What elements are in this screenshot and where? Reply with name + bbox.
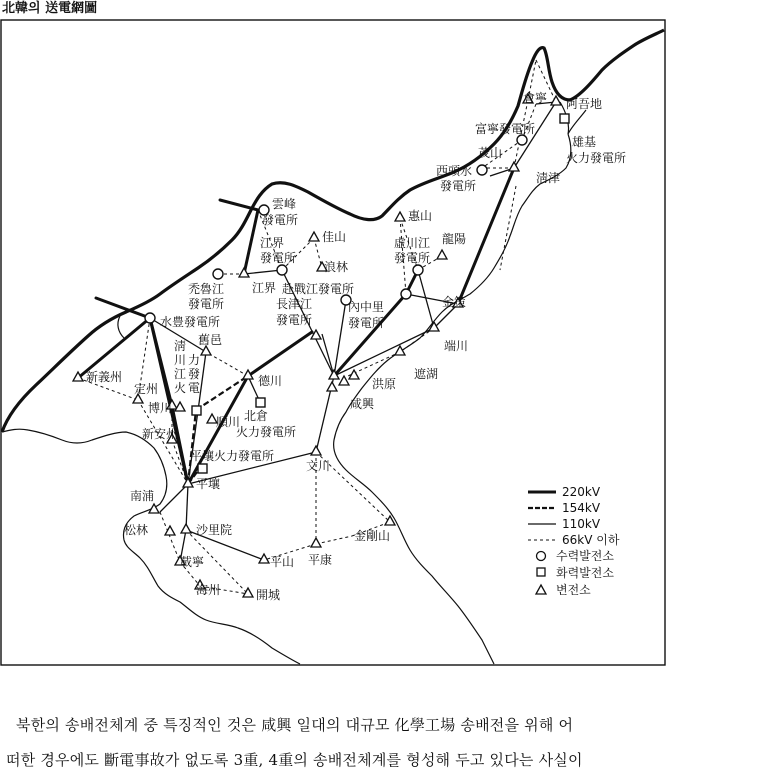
hydro-changja [213, 269, 223, 279]
label-pujongang: 赴戰江發電所 [282, 282, 355, 296]
label-pukchang-a: 北倉 [244, 409, 269, 423]
thermal-ungi [560, 114, 569, 123]
label-pyongsan: 平山 [270, 555, 295, 569]
legend-110kv: 110kV [562, 517, 601, 531]
body-text-line-2: 떠한 경우에도 斷電事故가 없도록 3重, 4重의 송배전체계를 형성해 두고 있다는 사실이 [6, 751, 583, 769]
hydro-supung [145, 313, 155, 323]
label-munchon: 文川 [306, 459, 331, 473]
label-changjagang-b: 發電所 [188, 297, 225, 311]
label-unbong-b: 發電所 [262, 213, 299, 227]
label-chongchongang-c: 江 [174, 367, 187, 381]
label-hongwon: 洪原 [372, 377, 397, 391]
label-aoji: 阿吾地 [566, 97, 603, 111]
label-pyongyang: 平壤 [196, 477, 221, 491]
label-sariwon: 沙里院 [196, 523, 233, 537]
label-kanggye-ps-a: 江界 [260, 236, 285, 250]
legend-220kv: 220kV [562, 485, 601, 499]
label-ungi-b: 火力發電所 [566, 151, 627, 165]
place-labels [86, 90, 626, 602]
legend-substation: 변전소 [556, 583, 591, 597]
label-jaeryong: 載寧 [180, 555, 205, 569]
label-jongju: 定州 [134, 382, 159, 396]
label-kanggye-ps-b: 發電所 [260, 251, 297, 265]
label-hamhung: 咸興 [350, 397, 375, 411]
label-hyesan: 惠山 [408, 209, 433, 223]
label-kumgangsan: 金剛山 [354, 529, 391, 543]
hydro-hochon [413, 265, 423, 275]
label-sinanju: 新安州 [142, 427, 179, 441]
map-caption: 北韓의 送電網圖 [2, 1, 98, 16]
label-pukchang-b: 火力發電所 [236, 425, 297, 439]
hydro-puryong [517, 135, 527, 145]
label-ungi-a: 雄基 [572, 135, 597, 149]
label-chongchongang-d: 火 [174, 381, 187, 395]
label-janjingang-a: 長津江 [276, 297, 313, 311]
substations [73, 94, 561, 597]
label-sunchon: 順川 [216, 415, 241, 429]
label-sodusu-a: 西頭水 [436, 164, 473, 178]
label-musan: 茂山 [478, 146, 503, 160]
label-chongchongang-e: 力 [188, 353, 201, 367]
label-chongchongang-b: 川 [174, 353, 187, 367]
label-hochongang-b: 發電所 [394, 251, 431, 265]
thermal-pyongyang [198, 464, 207, 473]
legend-154kv: 154kV [562, 501, 601, 515]
label-kapsan: 佳山 [322, 230, 347, 244]
lines-110kv [150, 102, 556, 562]
label-sodusu-b: 發電所 [440, 179, 477, 193]
thermal-chongchon [192, 406, 201, 415]
label-haeju: 海州 [196, 583, 221, 597]
label-chongchongang-g: 電 [188, 381, 201, 395]
legend [528, 485, 620, 597]
label-changjagang-a: 禿魯江 [188, 282, 225, 296]
lines-66kv [78, 60, 556, 594]
label-tanchon: 端川 [444, 339, 469, 353]
label-sinuiju: 新義州 [86, 370, 123, 384]
label-naejungni-b: 發電所 [348, 316, 385, 330]
label-rangnim: 浪林 [324, 260, 349, 274]
label-chongchongang-a: 淸 [174, 339, 187, 353]
label-pakchon: 博川 [148, 401, 173, 415]
label-ryongyang: 龍陽 [442, 232, 467, 246]
label-unbong-a: 雲峰 [272, 197, 297, 211]
legend-66kv: 66kV 이하 [562, 533, 620, 547]
label-janjingang-b: 發電所 [276, 313, 313, 327]
hydro-naejung [401, 289, 411, 299]
legend-hydro: 수력발전소 [556, 549, 614, 563]
body-text-line-1: 북한의 송배전체계 중 특징적인 것은 咸興 일대의 대규모 化學工場 송배전을 위해 어 [16, 716, 574, 734]
label-pyongyang-ps: 平壤火力發電所 [190, 449, 275, 463]
hydro-sodusu [477, 165, 487, 175]
label-chongjin: 淸津 [536, 171, 561, 185]
label-chongchongang-f: 發 [188, 367, 201, 381]
label-songnim: 松林 [124, 523, 149, 537]
label-pyonggang: 平康 [308, 553, 333, 567]
label-kanggye: 江界 [252, 281, 277, 295]
label-puryong: 富寧發電所 [475, 122, 536, 136]
label-kimchaek: 金策 [442, 295, 467, 309]
label-nampo: 南浦 [130, 489, 155, 503]
label-naejungni-a: 內中里 [348, 300, 385, 314]
label-kaesong: 開城 [256, 588, 281, 602]
label-kusong: 舊邑 [198, 333, 223, 347]
label-hoeryong: 會寧 [523, 91, 548, 105]
label-supung: 水豊發電所 [160, 315, 221, 329]
hydro-kanggye [277, 265, 287, 275]
label-hochongang-a: 虛川江 [394, 236, 431, 250]
label-tokchon: 德川 [258, 374, 283, 388]
legend-thermal: 화력발전소 [556, 566, 614, 580]
label-chaho: 遮湖 [414, 367, 439, 381]
thermal-pukchang [256, 398, 265, 407]
